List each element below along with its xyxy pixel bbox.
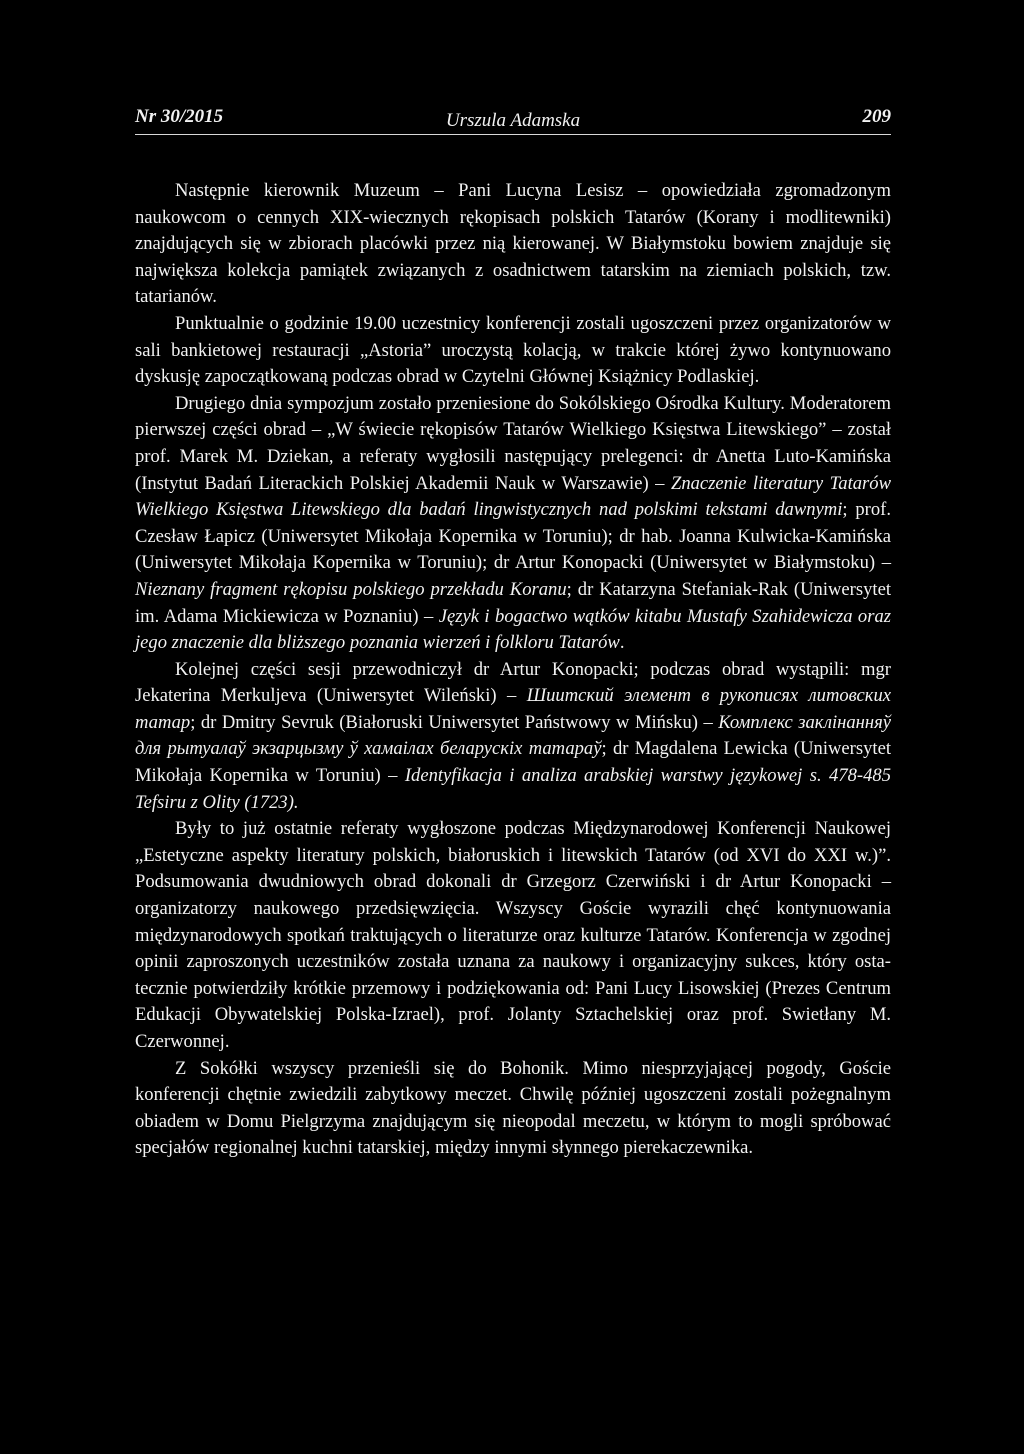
paragraph <box>135 657 891 817</box>
paragraph <box>135 178 891 311</box>
italic-title: Nieznany fragment rękopisu polskiego przekładu Koranu <box>135 578 567 600</box>
text-segment: ; dr Magdalena Lewicka (Uniwersytet Mikołaja Kopernika w Toruniu) – <box>135 738 891 787</box>
article-body <box>135 178 891 1162</box>
running-header <box>135 104 891 135</box>
italic-title: Identyfikacja i analiza arabskiej warstwy językowej s. 478-485 Tefsiru z Olity (1723). <box>135 765 891 813</box>
italic-title: Шиитский элемент в рукописях литовских татар <box>135 685 891 733</box>
text-segment: Punktualnie o godzinie 19.00 uczestnicy konferencji zostali ugoszczeni przez organizatorów w sali bankietowej restauracji „Astoria” uroczystą kolacją, w trakcie której żywo kontynuowano dyskusję zapoczątkowaną podczas obrad w Czytelni Głównej Książnicy Podlaskiej. <box>135 312 891 388</box>
text-segment: Kolejnej części sesji przewodniczył dr Artur Konopacki; podczas obrad wystąpili: mgr Jekaterina Merkuljeva (Uniwersytet Wileński) – <box>135 658 891 707</box>
issue-number: Nr 30/2015 <box>135 106 224 127</box>
paragraph <box>135 816 891 1055</box>
italic-title: Комплекс заклінанняў для рытуалаў экзарцызму ў хамаілах беларускіх татараў <box>135 711 891 760</box>
text-segment: Następnie kierownik Muzeum – Pani Lucyna Lesisz – opowiedziała zgromadzonym naukowcom o cennych XIX-wiecznych rękopisach polskich Tatarów (Korany i modlitewniki) znajdujących się w zbiorach placówki przez nią kierowanej. W Białymstoku bowiem znajduje się największa kolekcja pamiątek związanych z osadnictwem tatarskim na ziemiach polskich, tzw. tatarianów. <box>135 180 891 308</box>
text-segment: . <box>619 632 625 654</box>
text-segment: Z Sokółki wszyscy przenieśli się do Bohonik. Mimo niesprzyjającej pogody, Goście konferencji chętnie zwiedzili zabytkowy meczet. Chwilę później ugoszczeni zostali pożegnalnym obiadem w Domu Pielgrzyma znajdującym się nieopodal meczetu, w którym to mogli spróbować specjałów regionalnej kuchni tatarskiej, między innymi słynnego pierekaczewnika. <box>135 1057 891 1159</box>
document-page <box>135 104 891 1162</box>
italic-title: Język i bogactwo wątków kitabu Mustafy Szahidewicza oraz jego znaczenie dla bliższego poznania wierzeń i folkloru Tatarów <box>135 605 891 654</box>
text-segment: ; prof. Czesław Łapicz (Uniwersytet Mikołaja Kopernika w Toruniu); dr hab. Joanna Kulwicka-Kamińska (Uniwersytet Mikołaja Kopernika w Toruniu); dr Artur Konopacki (Uniwersytet w Białymstoku) – <box>135 499 891 574</box>
page-number: 209 <box>862 106 891 127</box>
text-segment: Były to już ostatnie referaty wygłoszone podczas Międzynarodowej Konferencji Naukowej „Estetyczne aspekty literatury polskich, białoruskich i litewskich Tatarów (od XVI do XXI w.)”. Podsumowania dwudniowych obrad dokonali dr Grzegorz Czerwiński i dr Artur Konopacki – organizatorzy naukowego przedsięwzięcia. Wszyscy Goście wyrazili chęć kontynuowania międzynarodowych spotkań traktujących o literaturze oraz kulturze Tatarów. Konferencja w zgodnej opinii zaproszonych uczestników została uznana za naukowy i organizacyjny sukces, który ostatecznie potwierdziły krótkie przemowy i podziękowania od: Pani Lucy Lisowskiej (Prezes Centrum Edukacji Obywatelskiej Polska-Izrael), prof. Jolanty Sztachelskiej oraz prof. Swietłany M. Czerwonnej. <box>135 818 891 1052</box>
text-segment: ; dr Dmitry Sevruk (Białoruski Uniwersytet Państwowy w Mińsku) – <box>190 711 719 733</box>
paragraph <box>135 391 891 657</box>
italic-title: Znaczenie literatury Tatarów Wielkiego Księstwa Litewskiego dla badań lingwistycznych nad polskimi tekstami dawnymi <box>135 472 891 521</box>
text-segment: Drugiego dnia sympozjum zostało przeniesione do Sokólskiego Ośrodka Kultury. Moderatorem pierwszej części obrad – „W świecie rękopisów Tatarów Wielkiego Księstwa Litewskiego” – został prof. Marek M. Dziekan, a referaty wygłosili następujący prelegenci: dr Anetta Luto-Kamińska (Instytut Badań Literackich Polskiej Akademii Nauk w Warszawie) – <box>135 392 891 494</box>
paragraph <box>135 1056 891 1162</box>
author-name: Urszula Adamska <box>445 110 581 131</box>
text-segment: ; dr Katarzyna Stefaniak-Rak (Uniwersytet im. Adama Mickiewicza w Poznaniu) – <box>135 578 891 627</box>
paragraph <box>135 311 891 391</box>
